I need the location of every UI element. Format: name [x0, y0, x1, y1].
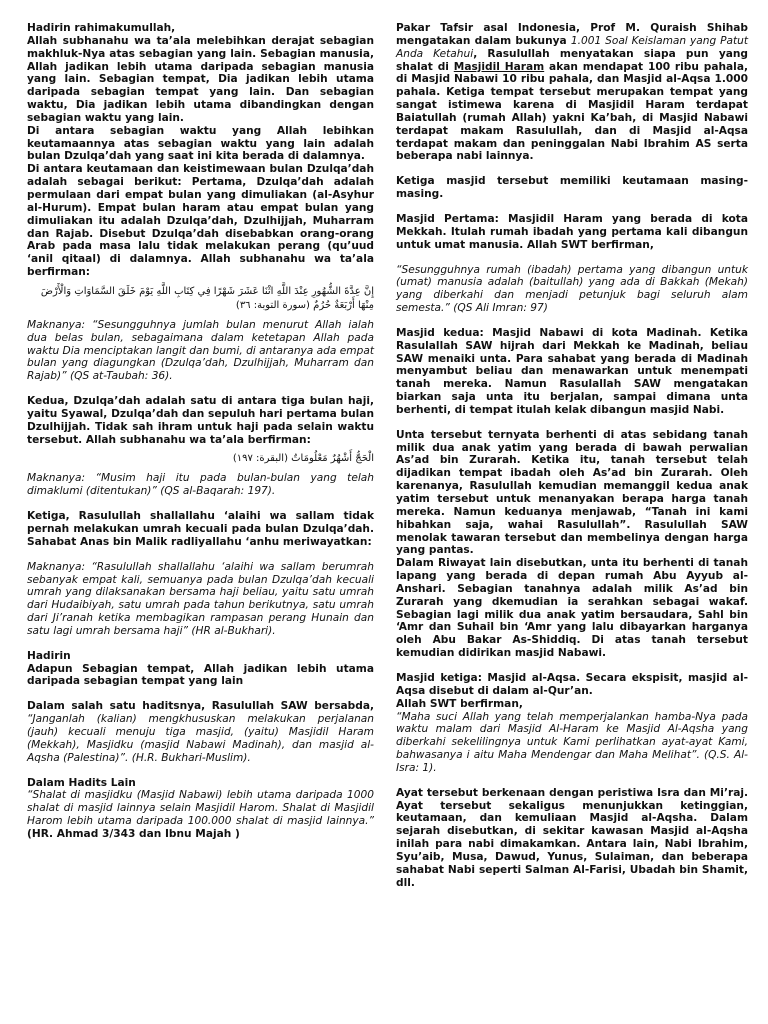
paragraph: Ketiga, Rasulullah shallallahu ‘alaihi wa sallam tidak pernah melakukan umrah kecuali pada bulan Dzulqa’dah. Sahabat Anas bin Malik radliyallahu ‘anhu meriwayatkan: [27, 510, 374, 548]
paragraph: Allah SWT berfirman, [396, 697, 523, 710]
hadith-text: “Shalat di masjidku (Masjid Nabawi) lebih utama daripada 1000 shalat di masjid lainnya selain Masjidil Harom. Shalat di Masjidil Harom lebih utama daripada 100.000 shalat di masjid lainnya.” [27, 789, 374, 828]
arabic-verse: إِنَّ عِدَّةَ الشُّهُورِ عِنْدَ اللَّهِ اثْنَا عَشَرَ شَهْرًا فِي كِتَابِ اللَّهِ يَوْمَ خَلَقَ السَّمَاوَاتِ وَالْأَرْضَ مِنْهَا أَرْبَعَةٌ حُرُمٌ (سورة التوبة: ٣٦) [40, 285, 374, 311]
hadith-intro: Dalam salah satu haditsnya, Rasulullah SAW bersabda, [27, 700, 374, 713]
paragraph: Masjid Pertama: Masjidil Haram yang berada di kota Mekkah. Itulah rumah ibadah yang pertama kali dibangun untuk umat manusia. Allah SWT berfirman, [396, 212, 748, 251]
paragraph: Ketiga masjid tersebut memiliki keutamaan masing-masing. [396, 175, 748, 201]
paragraph [27, 700, 374, 764]
paragraph [27, 789, 374, 840]
paragraph: Di antara keutamaan dan keistimewaan bulan Dzulqa’dah adalah sebagai berikut: Pertama, Dzulqa’dah adalah permulaan dari empat bulan yang dimuliakan (al-Asyhur al-Hurum). Empat bulan haram atau empat bulan yang dimuliakan itu adalah Dzulqa’dah, Dzulhijjah, Muharram dan Rajab. Disebut Dzulqa’dah disebabkan orang-orang Arab pada masa lalu tidak melakukan perang (qu’uud ‘anil qitaal) di dalamnya. Allah subhanahu wa ta’ala berfirman: [27, 163, 374, 279]
translation: “Sesungguhnya rumah (ibadah) pertama yang dibangun untuk (umat) manusia adalah (baitullah) yang ada di Bakkah (Mekah) yang diberkahi dan menjadi petunjuk bagi seluruh alam semesta.” (QS Ali Imran: 97) [396, 263, 748, 315]
hadith-text: “Janganlah (kalian) mengkhususkan melakukan perjalanan (jauh) kecuali menuju tiga masjid, (yaitu) Masjidil Haram (Mekkah), Masjidku (masjid Nabawi Madinah), dan masjid al-Aqsha (Palestina)”. (H.R. Bukhari-Muslim). [27, 713, 374, 764]
translation: “Maha suci Allah yang telah memperjalankan hamba-Nya pada waktu malam dari Masjid Al-Haram ke Masjid Al-Aqsha yang diberkahi sekelilingnya untuk Kami perlihatkan ayat-ayat Kami, bahwasanya i aitu Maha Mendengar dan Maha Melihat”. (Q.S. Al-Isra: 1). [396, 710, 748, 774]
paragraph: Masjid ketiga: Masjid al-Aqsa. Secara ekspisit, masjid al-Aqsa disebut di dalam al-Qur’an. [396, 671, 748, 697]
arabic-verse: الْحَجُّ أَشْهُرٌ مَعْلُومَاتٌ (البقرة: ١٩٧) [232, 453, 374, 465]
paragraph [396, 22, 748, 163]
paragraph: Ayat tersebut berkenaan dengan peristiwa Isra dan Mi’raj. Ayat tersebut sekaligus menunjukkan ketinggian, keutamaan, dan kemuliaan Masjid al-Aqsha. Dalam sejarah disebutkan, di sekitar kawasan Masjid al-Aqsha inilah para nabi dimakamkan. Antara lain, Nabi Ibrahim, Syu’aib, Musa, Dawud, Yunus, Sulaiman, dan beberapa sahabat Nabi seperti Salman Al-Farisi, Ubadah bin Shamit, dll. [396, 786, 748, 889]
right-column [396, 22, 748, 889]
greeting: Hadirin rahimakumullah, [27, 22, 176, 34]
text: akan mendapat 100 ribu pahala, di Masjid Nabawi 10 ribu pahala, dan Masjid al-Aqsa 1.000 pahala. Ketiga tempat tersebut merupakan tempat yang sangat istimewa karena di Masjidil Haram terdapat Baiatullah (rumah Allah) yakni Ka’bah, di Masjid Nabawi terdapat makam Rasulullah, dan di Masjid al-Aqsa terdapat makam dan peninggalan Nabi Ibrahim AS serta beberapa nabi lainnya. [396, 60, 748, 163]
paragraph: Unta tersebut ternyata berhenti di atas sebidang tanah milik dua anak yatim yang berada di bawah perwalian As’ad bin Zurarah. Ketika itu, tanah tersebut telah dijadikan tempat ibadah oleh As’ad bin Zurarah. Oleh karenanya, Rasulullah kemudian memanggil kedua anak yatim tersebut untuk menanyakan berapa harga tanah mereka. Namun keduanya menjawab, “Tanah ini kami hibahkan saja, wahai Rasulullah”. Rasulullah SAW menolak tawaran tersebut dan membelinya dengan harga yang pantas. [396, 428, 748, 557]
book-title: 1.001 Soal Keislaman yang Patut Anda Ketahui [396, 34, 748, 60]
paragraph: Di antara sebagian waktu yang Allah lebihkan keutamaannya atas sebagian waktu yang lain adalah bulan Dzulqa’dah yang saat ini kita berada di dalamnya. [27, 124, 374, 163]
hadith-source: (HR. Ahmad 3/343 dan Ibnu Majah ) [27, 827, 240, 840]
heading: Hadirin [27, 649, 71, 662]
translation: Maknanya: “Sesungguhnya jumlah bulan menurut Allah ialah dua belas bulan, sebagaimana dalam ketetapan Allah pada waktu Dia menciptakan langit dan bumi, di antaranya ada empat bulan yang diagungkan (Dzulqa’dah, Dzulhijjah, Muharram dan Rajab)” (QS at-Taubah: 36). [27, 318, 374, 383]
paragraph: Masjid kedua: Masjid Nabawi di kota Madinah. Ketika Rasulallah SAW hijrah dari Mekkah ke Madinah, beliau SAW menaiki unta. Para sahabat yang berada di Madinah menyambut beliau dan menawarkan untuk menempati tanah mereka. Namun Rasulallah SAW mengatakan biarkan saja unta itu berjalan, sampai dimana unta berhenti, di tempat itulah kelak dibangun masjid Nabi. [396, 326, 748, 416]
masjidil-haram-link[interactable]: Masjidil Haram [453, 60, 545, 73]
paragraph: Adapun Sebagian tempat, Allah jadikan lebih utama daripada sebagian tempat yang lain [27, 662, 374, 688]
text: Pakar Tafsir asal Indonesia, Prof M. Quraish Shihab mengatakan dalam bukunya [396, 22, 748, 47]
paragraph: Dalam Riwayat lain disebutkan, unta itu berhenti di tanah lapang yang berada di depan rumah Abu Ayyub al-Anshari. Sebagian tanahnya adalah milik As’ad bin Zurarah yang dkemudian ia serahkan sebagai wakaf. Sebagian lagi milik dua anak yatim bersaudara, Sahl bin ‘Amr dan Suhail bin ‘Amr yang lalu dibayarkan harganya oleh Abu Bakar As-Shiddiq. Di atas tanah tersebut kemudian didirikan masjid Nabawi. [396, 557, 748, 660]
paragraph: Allah subhanahu wa ta’ala melebihkan derajat sebagian makhluk-Nya atas sebagian yang lain. Sebagian manusia, Allah jadikan lebih utama daripada sebagian manusia yang lain. Sebagian tempat, Dia jadikan lebih utama daripada sebagian tempat yang lain. Dan sebagian waktu, Dia jadikan lebih utama dibandingkan dengan sebagian waktu yang lain. [27, 34, 374, 124]
text: , Rasulullah menyatakan siapa pun yang shalat di [396, 47, 748, 73]
heading: Dalam Hadits Lain [27, 776, 136, 789]
translation: Maknanya: “Musim haji itu pada bulan-bulan yang telah dimaklumi (ditentukan)” (QS al-Baqarah: 197). [27, 472, 374, 498]
translation: Maknanya: “Rasulullah shallallahu ‘alaihi wa sallam berumrah sebanyak empat kali, semuanya pada bulan Dzulqa’dah kecuali umrah yang dilaksanakan bersama haji beliau, yaitu satu umrah dari Hudaibiyah, satu umrah pada tahun berikutnya, satu umrah dari Ji’ranah ketika membagikan rampasan perang Hunain dan satu lagi umrah bersama haji” (HR al-Bukhari). [27, 560, 374, 637]
paragraph: Kedua, Dzulqa’dah adalah satu di antara tiga bulan haji, yaitu Syawal, Dzulqa’dah dan sepuluh hari pertama bulan Dzulhijjah. Tidak sah ihram untuk haji pada selain waktu tersebut. Allah subhanahu wa ta’ala berfirman: [27, 395, 374, 446]
left-column [27, 22, 374, 841]
